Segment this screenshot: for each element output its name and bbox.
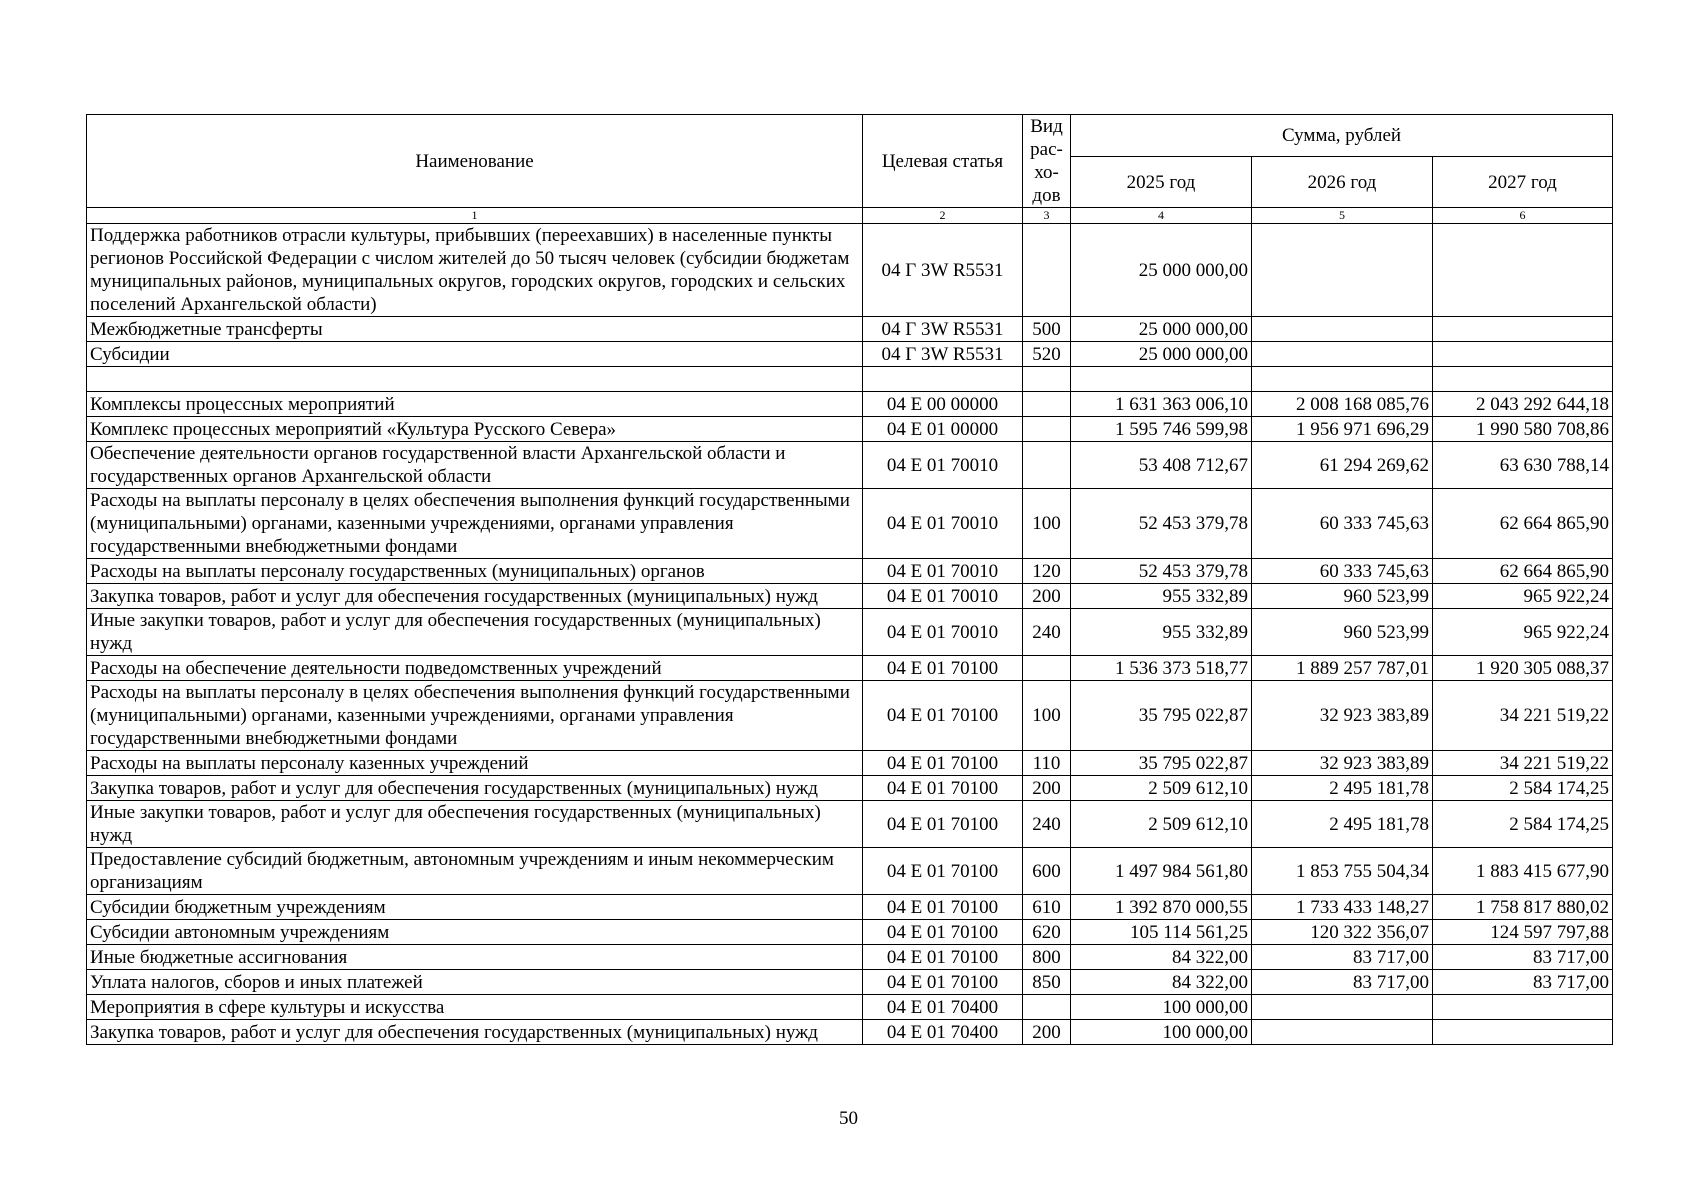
row-expense-type-cell: 240: [1023, 801, 1071, 848]
column-index-row: [87, 208, 1613, 224]
row-expense-type-cell: [1023, 224, 1071, 317]
page-number: 50: [839, 1108, 858, 1129]
row-expense-type-cell: 200: [1023, 584, 1071, 609]
row-sum-2025-cell: 25 000 000,00: [1071, 342, 1252, 367]
header-target-article: Целевая статья: [863, 115, 1023, 208]
row-sum-2027-cell: [1433, 224, 1613, 317]
row-sum-2025-cell: 105 114 561,25: [1071, 920, 1252, 945]
row-sum-2026-cell: [1252, 995, 1433, 1020]
row-sum-2026-cell: 32 923 383,89: [1252, 751, 1433, 776]
header-year-2027: 2027 год: [1433, 157, 1613, 208]
table-row: [87, 776, 1613, 801]
row-sum-2025-cell: 84 322,00: [1071, 945, 1252, 970]
table-row: [87, 920, 1613, 945]
column-index: 5: [1252, 208, 1433, 224]
row-name-cell: Уплата налогов, сборов и иных платежей: [87, 970, 863, 995]
row-sum-2027-cell: 2 584 174,25: [1433, 801, 1613, 848]
header-sum: Сумма, рублей: [1071, 115, 1613, 157]
table-row: [87, 848, 1613, 895]
row-name-cell: Расходы на выплаты персоналу казенных учреждений: [87, 751, 863, 776]
row-expense-type-cell: 120: [1023, 559, 1071, 584]
table-row: [87, 656, 1613, 681]
header-expense-type: Вид рас-хо-дов: [1023, 115, 1071, 208]
row-expense-type-cell: 850: [1023, 970, 1071, 995]
row-sum-2025-cell: 955 332,89: [1071, 584, 1252, 609]
row-expense-type-cell: 240: [1023, 609, 1071, 656]
row-sum-2026-cell: 83 717,00: [1252, 970, 1433, 995]
row-sum-2025-cell: 100 000,00: [1071, 1020, 1252, 1045]
row-target-cell: 04 Г 3W R5531: [863, 224, 1023, 317]
table-row: [87, 584, 1613, 609]
row-sum-2026-cell: 2 495 181,78: [1252, 801, 1433, 848]
row-name-cell: Иные бюджетные ассигнования: [87, 945, 863, 970]
row-sum-2027-cell: [1433, 995, 1613, 1020]
row-sum-2025-cell: 2 509 612,10: [1071, 776, 1252, 801]
row-sum-2025-cell: 52 453 379,78: [1071, 559, 1252, 584]
table-row: [87, 417, 1613, 442]
table-row: [87, 559, 1613, 584]
row-sum-2025-cell: [1071, 367, 1252, 392]
table-row: [87, 1020, 1613, 1045]
row-sum-2027-cell: 965 922,24: [1433, 584, 1613, 609]
row-sum-2026-cell: 120 322 356,07: [1252, 920, 1433, 945]
table-body: [87, 224, 1613, 1045]
row-expense-type-cell: 100: [1023, 681, 1071, 751]
row-target-cell: 04 Г 3W R5531: [863, 317, 1023, 342]
row-sum-2026-cell: 1 853 755 504,34: [1252, 848, 1433, 895]
row-target-cell: 04 Е 01 70010: [863, 489, 1023, 559]
row-sum-2027-cell: 62 664 865,90: [1433, 489, 1613, 559]
table-row: [87, 392, 1613, 417]
row-sum-2027-cell: 2 043 292 644,18: [1433, 392, 1613, 417]
row-expense-type-cell: 600: [1023, 848, 1071, 895]
row-sum-2026-cell: 61 294 269,62: [1252, 442, 1433, 489]
column-index: 3: [1023, 208, 1071, 224]
row-sum-2026-cell: [1252, 1020, 1433, 1045]
table-row: [87, 442, 1613, 489]
row-name-cell: Расходы на выплаты персоналу в целях обеспечения выполнения функций государственными (муниципальными) органами, казенными учреждениями, органами управления государственными внебюджетными фондами: [87, 681, 863, 751]
row-expense-type-cell: [1023, 995, 1071, 1020]
row-expense-type-cell: [1023, 442, 1071, 489]
table-row: [87, 945, 1613, 970]
row-name-cell: Поддержка работников отрасли культуры, прибывших (переехавших) в населенные пункты регионов Российской Федерации с числом жителей до 50 тысяч человек (субсидии бюджетам муниципальных районов, муниципальных округов, городских округов, городских и сельских поселений Архангельской области): [87, 224, 863, 317]
row-expense-type-cell: 610: [1023, 895, 1071, 920]
row-target-cell: 04 Е 01 70100: [863, 776, 1023, 801]
row-target-cell: 04 Е 01 70100: [863, 895, 1023, 920]
row-sum-2027-cell: [1433, 367, 1613, 392]
row-target-cell: 04 Е 01 70100: [863, 681, 1023, 751]
row-name-cell: Иные закупки товаров, работ и услуг для обеспечения государственных (муниципальных) нужд: [87, 609, 863, 656]
row-sum-2026-cell: [1252, 224, 1433, 317]
table-row: [87, 801, 1613, 848]
table-row: [87, 489, 1613, 559]
row-sum-2027-cell: 34 221 519,22: [1433, 681, 1613, 751]
row-sum-2025-cell: 84 322,00: [1071, 970, 1252, 995]
row-target-cell: 04 Г 3W R5531: [863, 342, 1023, 367]
row-sum-2025-cell: 53 408 712,67: [1071, 442, 1252, 489]
row-sum-2027-cell: 2 584 174,25: [1433, 776, 1613, 801]
row-sum-2027-cell: 1 883 415 677,90: [1433, 848, 1613, 895]
row-target-cell: 04 Е 01 70100: [863, 656, 1023, 681]
row-name-cell: Межбюджетные трансферты: [87, 317, 863, 342]
row-name-cell: Закупка товаров, работ и услуг для обеспечения государственных (муниципальных) нужд: [87, 1020, 863, 1045]
column-index: 4: [1071, 208, 1252, 224]
row-sum-2025-cell: 52 453 379,78: [1071, 489, 1252, 559]
row-name-cell: Комплексы процессных мероприятий: [87, 392, 863, 417]
row-target-cell: 04 Е 01 70010: [863, 609, 1023, 656]
row-sum-2027-cell: 124 597 797,88: [1433, 920, 1613, 945]
row-sum-2027-cell: 83 717,00: [1433, 945, 1613, 970]
row-sum-2026-cell: 960 523,99: [1252, 609, 1433, 656]
row-sum-2025-cell: 1 595 746 599,98: [1071, 417, 1252, 442]
row-sum-2027-cell: 83 717,00: [1433, 970, 1613, 995]
table-row: [87, 751, 1613, 776]
row-target-cell: 04 Е 01 70100: [863, 848, 1023, 895]
row-target-cell: 04 Е 01 70010: [863, 442, 1023, 489]
row-name-cell: Субсидии бюджетным учреждениям: [87, 895, 863, 920]
row-expense-type-cell: 500: [1023, 317, 1071, 342]
row-sum-2026-cell: 1 889 257 787,01: [1252, 656, 1433, 681]
row-target-cell: 04 Е 01 70100: [863, 801, 1023, 848]
column-index: 1: [87, 208, 863, 224]
row-sum-2025-cell: 1 392 870 000,55: [1071, 895, 1252, 920]
table-row: [87, 681, 1613, 751]
row-name-cell: Закупка товаров, работ и услуг для обеспечения государственных (муниципальных) нужд: [87, 776, 863, 801]
row-sum-2027-cell: 965 922,24: [1433, 609, 1613, 656]
budget-table: [86, 114, 1613, 1045]
row-sum-2025-cell: 35 795 022,87: [1071, 681, 1252, 751]
row-sum-2025-cell: 25 000 000,00: [1071, 224, 1252, 317]
row-name-cell: Расходы на выплаты персоналу государственных (муниципальных) органов: [87, 559, 863, 584]
row-name-cell: Комплекс процессных мероприятий «Культура Русского Севера»: [87, 417, 863, 442]
row-sum-2026-cell: 32 923 383,89: [1252, 681, 1433, 751]
row-name-cell: Субсидии автономным учреждениям: [87, 920, 863, 945]
row-target-cell: 04 Е 00 00000: [863, 392, 1023, 417]
table-row: [87, 895, 1613, 920]
table-row: [87, 367, 1613, 392]
row-target-cell: 04 Е 01 70400: [863, 995, 1023, 1020]
row-name-cell: Мероприятия в сфере культуры и искусства: [87, 995, 863, 1020]
column-index: 2: [863, 208, 1023, 224]
row-sum-2025-cell: 35 795 022,87: [1071, 751, 1252, 776]
table-row: [87, 970, 1613, 995]
row-target-cell: 04 Е 01 70100: [863, 945, 1023, 970]
row-sum-2026-cell: 60 333 745,63: [1252, 489, 1433, 559]
row-name-cell: Расходы на выплаты персоналу в целях обеспечения выполнения функций государственными (муниципальными) органами, казенными учреждениями, органами управления государственными внебюджетными фондами: [87, 489, 863, 559]
row-sum-2027-cell: [1433, 342, 1613, 367]
row-target-cell: [863, 367, 1023, 392]
row-name-cell: Предоставление субсидий бюджетным, автономным учреждениям и иным некоммерческим организациям: [87, 848, 863, 895]
row-expense-type-cell: 520: [1023, 342, 1071, 367]
row-target-cell: 04 Е 01 70010: [863, 584, 1023, 609]
row-sum-2025-cell: 1 631 363 006,10: [1071, 392, 1252, 417]
row-name-cell: [87, 367, 863, 392]
row-name-cell: Субсидии: [87, 342, 863, 367]
header-year-2026: 2026 год: [1252, 157, 1433, 208]
row-expense-type-cell: 110: [1023, 751, 1071, 776]
header-name: Наименование: [87, 115, 863, 208]
row-sum-2026-cell: 1 733 433 148,27: [1252, 895, 1433, 920]
row-sum-2025-cell: 2 509 612,10: [1071, 801, 1252, 848]
row-sum-2027-cell: [1433, 1020, 1613, 1045]
row-sum-2027-cell: 63 630 788,14: [1433, 442, 1613, 489]
row-sum-2025-cell: 1 497 984 561,80: [1071, 848, 1252, 895]
row-expense-type-cell: [1023, 417, 1071, 442]
row-expense-type-cell: [1023, 656, 1071, 681]
row-sum-2026-cell: [1252, 317, 1433, 342]
row-expense-type-cell: 200: [1023, 776, 1071, 801]
row-sum-2026-cell: 1 956 971 696,29: [1252, 417, 1433, 442]
table-row: [87, 342, 1613, 367]
row-sum-2026-cell: 960 523,99: [1252, 584, 1433, 609]
row-target-cell: 04 Е 01 70100: [863, 751, 1023, 776]
row-name-cell: Расходы на обеспечение деятельности подведомственных учреждений: [87, 656, 863, 681]
row-target-cell: 04 Е 01 00000: [863, 417, 1023, 442]
row-sum-2025-cell: 25 000 000,00: [1071, 317, 1252, 342]
row-expense-type-cell: 800: [1023, 945, 1071, 970]
row-sum-2027-cell: 34 221 519,22: [1433, 751, 1613, 776]
header-year-2025: 2025 год: [1071, 157, 1252, 208]
row-expense-type-cell: 620: [1023, 920, 1071, 945]
row-sum-2026-cell: [1252, 342, 1433, 367]
row-target-cell: 04 Е 01 70100: [863, 920, 1023, 945]
column-index: 6: [1433, 208, 1613, 224]
row-sum-2027-cell: 1 758 817 880,02: [1433, 895, 1613, 920]
row-sum-2027-cell: 1 990 580 708,86: [1433, 417, 1613, 442]
row-expense-type-cell: 100: [1023, 489, 1071, 559]
table-row: [87, 995, 1613, 1020]
row-sum-2025-cell: 1 536 373 518,77: [1071, 656, 1252, 681]
row-target-cell: 04 Е 01 70010: [863, 559, 1023, 584]
table-row: [87, 609, 1613, 656]
row-sum-2025-cell: 100 000,00: [1071, 995, 1252, 1020]
row-expense-type-cell: [1023, 367, 1071, 392]
row-sum-2027-cell: 62 664 865,90: [1433, 559, 1613, 584]
row-sum-2026-cell: 83 717,00: [1252, 945, 1433, 970]
row-target-cell: 04 Е 01 70100: [863, 970, 1023, 995]
table-row: [87, 224, 1613, 317]
row-sum-2026-cell: 60 333 745,63: [1252, 559, 1433, 584]
row-name-cell: Иные закупки товаров, работ и услуг для обеспечения государственных (муниципальных) нужд: [87, 801, 863, 848]
row-sum-2026-cell: 2 495 181,78: [1252, 776, 1433, 801]
row-expense-type-cell: [1023, 392, 1071, 417]
row-sum-2025-cell: 955 332,89: [1071, 609, 1252, 656]
row-sum-2026-cell: [1252, 367, 1433, 392]
row-sum-2027-cell: 1 920 305 088,37: [1433, 656, 1613, 681]
row-sum-2026-cell: 2 008 168 085,76: [1252, 392, 1433, 417]
row-name-cell: Обеспечение деятельности органов государственной власти Архангельской области и государственных органов Архангельской области: [87, 442, 863, 489]
row-sum-2027-cell: [1433, 317, 1613, 342]
row-name-cell: Закупка товаров, работ и услуг для обеспечения государственных (муниципальных) нужд: [87, 584, 863, 609]
row-target-cell: 04 Е 01 70400: [863, 1020, 1023, 1045]
table-row: [87, 317, 1613, 342]
row-expense-type-cell: 200: [1023, 1020, 1071, 1045]
